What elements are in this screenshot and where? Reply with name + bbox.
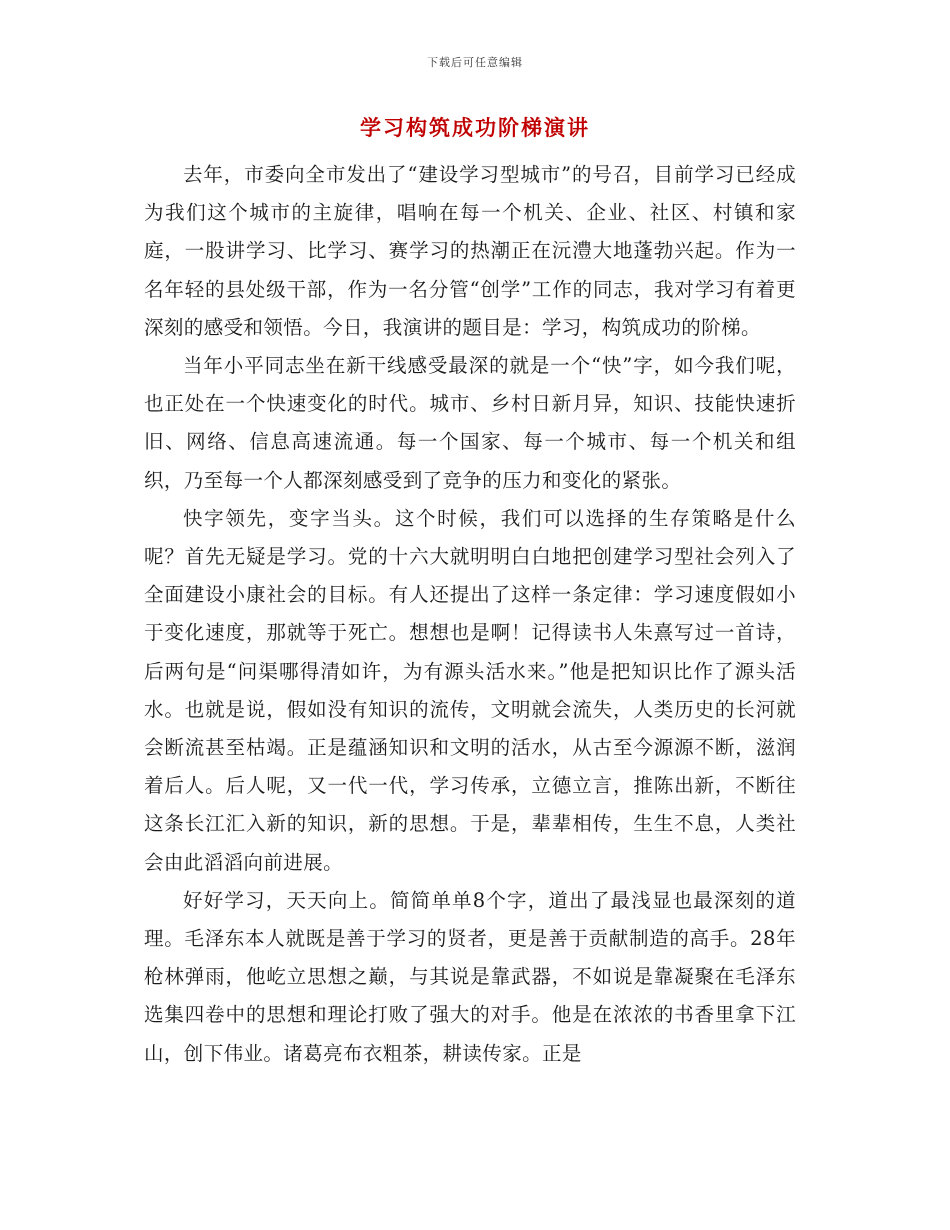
- paragraph-4: 好好学习，天天向上。简简单单8个字，道出了最浅显也最深刻的道理。毛泽东本人就既是善于学习的贤者，更是善于贡献制造的高手。28年枪林弹雨，他屹立思想之巅，与其说是靠武器，不如说是靠凝聚在毛泽东选集四卷中的思想和理论打败了强大的对手。他是在浓浓的书香里拿下江山，创下伟业。诸葛亮布衣粗茶，耕读传家。正是: [144, 888, 796, 1065]
- paragraph-1: 去年，市委向全市发出了“建设学习型城市”的号召，目前学习已经成为我们这个城市的主旋律，唱响在每一个机关、企业、社区、村镇和家庭，一股讲学习、比学习、赛学习的热潮正在沅澧大地蓬勃兴起。作为一名年轻的县处级干部，作为一名分管“创学”工作的同志，我对学习有着更深刻的感受和领悟。今日，我演讲的题目是：学习，构筑成功的阶梯。: [144, 163, 796, 339]
- paragraph-2: 当年小平同志坐在新干线感受最深的就是一个“快”字，如今我们呢，也正处在一个快速变化的时代。城市、乡村日新月异，知识、技能快速折旧、网络、信息高速流通。每一个国家、每一个城市、每一个机关和组织，乃至每一个人都深刻感受到了竞争的压力和变化的紧张。: [144, 354, 796, 492]
- document-body: [144, 156, 796, 1073]
- paragraph-3: 快字领先，变字当头。这个时候，我们可以选择的生存策略是什么呢？首先无疑是学习。党的十六大就明明白白地把创建学习型社会列入了全面建设小康社会的目标。有人还提出了这样一条定律：学习速度假如小于变化速度，那就等于死亡。想想也是啊！记得读书人朱熹写过一首诗，后两句是“问渠哪得清如许，为有源头活水来。”他是把知识比作了源头活水。也就是说，假如没有知识的流传，文明就会流失，人类历史的长河就会断流甚至枯竭。正是蕴涵知识和文明的活水，从古至今源源不断，滋润着后人。后人呢，又一代一代，学习传承，立德立言，推陈出新，不断往这条长江汇入新的知识，新的思想。于是，辈辈相传，生生不息，人类社会由此滔滔向前进展。: [144, 506, 796, 874]
- page-header: 下载后可任意编辑: [427, 56, 523, 69]
- document-title: 学习构筑成功阶梯演讲: [360, 115, 590, 140]
